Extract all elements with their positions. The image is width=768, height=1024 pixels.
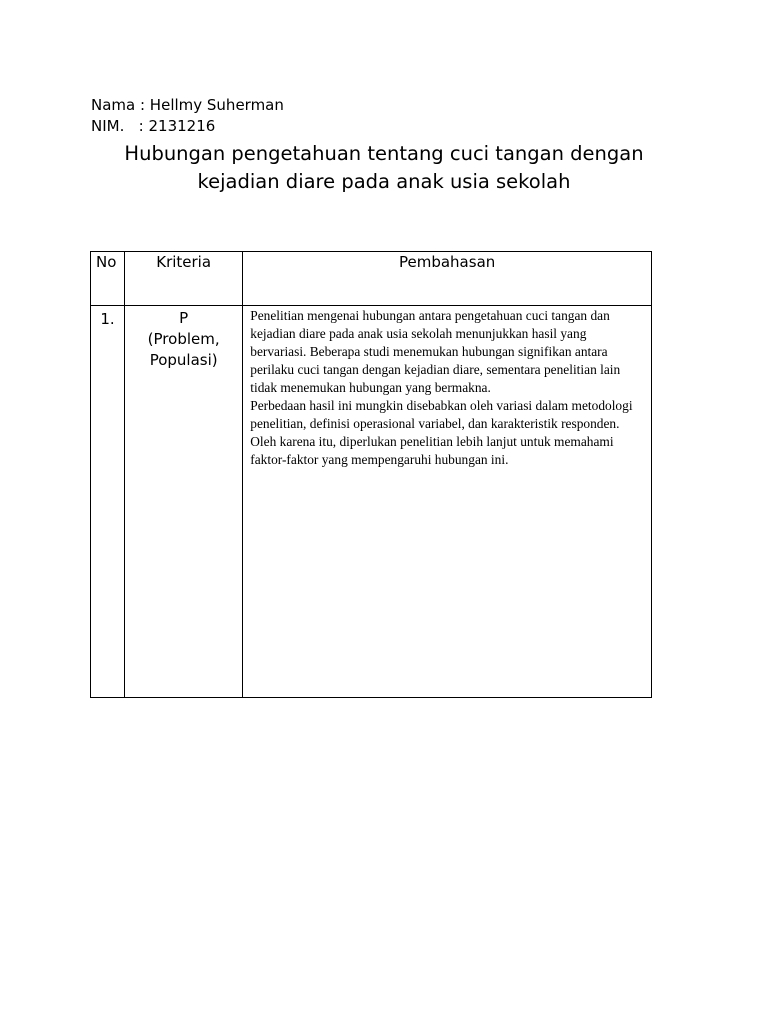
student-name: Nama : Hellmy Suherman (91, 96, 284, 114)
column-header-no: No (91, 252, 125, 306)
cell-kriteria (125, 306, 243, 698)
column-header-pembahasan: Pembahasan (243, 252, 652, 306)
cell-pembahasan (243, 306, 652, 698)
pembahasan-paragraph-2: Perbedaan hasil ini mungkin disebabkan oleh variasi dalam metodologi penelitian, definisi operasional variabel, dan karakteristik responden. Oleh karena itu, diperlukan penelitian lebih lanjut untuk memahami faktor-faktor yang mempengaruhi hubungan ini. (250, 398, 633, 467)
table-row (91, 306, 652, 698)
cell-no: 1. (91, 306, 125, 698)
document-title: Hubungan pengetahuan tentang cuci tangan dengan kejadian diare pada anak usia sekolah (124, 142, 644, 193)
pembahasan-paragraph-1: Penelitian mengenai hubungan antara pengetahuan cuci tangan dan kejadian diare pada anak usia sekolah menunjukkan hasil yang bervariasi. Beberapa studi menemukan hubungan signifikan antara perilaku cuci tangan dengan kejadian diare, sementara penelitian lain tidak menemukan hubungan yang bermakna. (250, 308, 621, 395)
table-header-row (91, 252, 652, 306)
kriteria-desc-line-2: Populasi) (149, 351, 218, 369)
kriteria-code: P (179, 309, 189, 327)
student-nim: NIM. : 2131216 (91, 117, 216, 135)
kriteria-desc-line-1: (Problem, (147, 330, 220, 348)
analysis-table (90, 251, 652, 698)
column-header-kriteria: Kriteria (125, 252, 243, 306)
